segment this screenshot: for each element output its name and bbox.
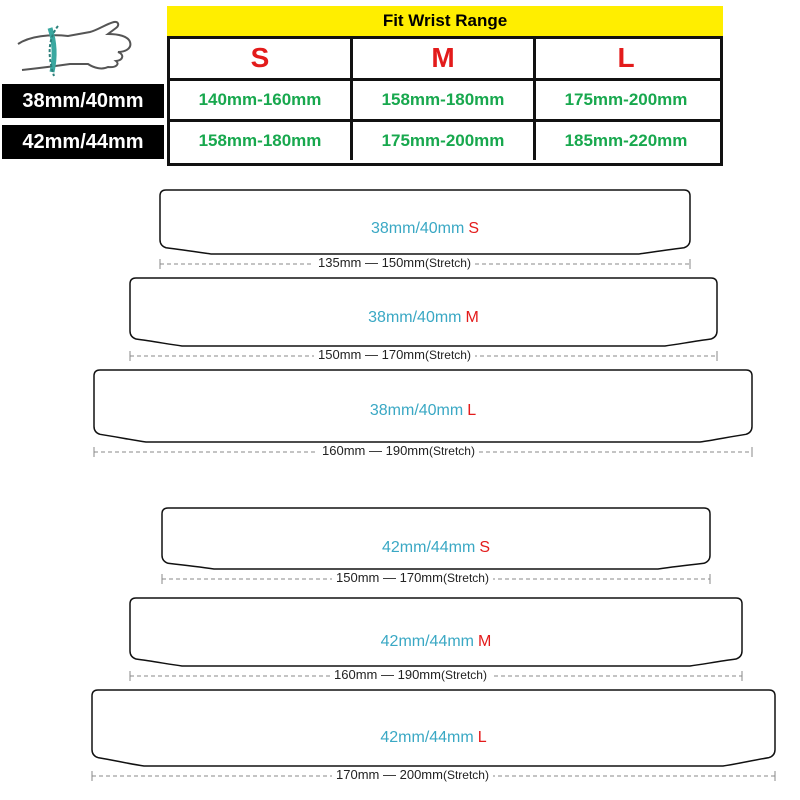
size-header-m: M xyxy=(431,42,455,73)
band-stretch-label: (Stretch) xyxy=(442,768,489,782)
band-length-dash: — xyxy=(368,443,382,458)
band-length-from: 160mm xyxy=(322,443,366,458)
band-length-from: 170mm xyxy=(336,767,380,782)
band-size-text: L xyxy=(467,402,477,419)
band-size-text: S xyxy=(479,539,491,556)
range-cell: 140mm-160mm xyxy=(198,90,322,109)
band-length-to: 150mm xyxy=(381,255,425,270)
size-header-l: L xyxy=(617,42,635,73)
band-size-text: M xyxy=(478,633,492,650)
band-stretch-label: (Stretch) xyxy=(440,668,487,682)
band-length-from: 160mm xyxy=(334,667,378,682)
band-model-text: 42mm/44mm xyxy=(380,633,475,650)
range-cell: 175mm-200mm xyxy=(564,90,688,109)
range-cell: 158mm-180mm xyxy=(198,131,322,150)
band-length-from: 135mm xyxy=(318,255,362,270)
band-length-from: 150mm xyxy=(318,347,362,362)
band-size-text: L xyxy=(477,729,487,746)
range-cell: 185mm-220mm xyxy=(564,131,688,150)
band-length-label xyxy=(332,767,493,782)
band-length-to: 170mm xyxy=(399,570,443,585)
range-cell: 158mm-180mm xyxy=(381,90,505,109)
band-stretch-label: (Stretch) xyxy=(424,348,471,362)
band-size-text: S xyxy=(468,220,480,237)
band-model-text: 38mm/40mm xyxy=(370,220,465,237)
band-model-text: 38mm/40mm xyxy=(368,309,462,326)
band-length-to: 200mm xyxy=(399,767,443,782)
band-size-text: M xyxy=(465,309,479,326)
band-model-text: 42mm/44mm xyxy=(380,729,474,746)
row-label-38-40: 38mm/40mm xyxy=(2,84,164,118)
fit-wrist-range-header: Fit Wrist Range xyxy=(167,6,723,36)
band-model-text: 42mm/44mm xyxy=(381,539,476,556)
range-cell: 175mm-200mm xyxy=(381,131,505,150)
band-length-from: 150mm xyxy=(336,570,380,585)
band-model-text: 38mm/40mm xyxy=(369,402,464,419)
row-label-42-44: 42mm/44mm xyxy=(2,125,164,159)
band-length-dash: — xyxy=(364,255,378,270)
band-length-dash: — xyxy=(382,767,396,782)
size-header-s: S xyxy=(250,42,270,73)
band-outline-path xyxy=(92,690,775,766)
band-stretch-label: (Stretch) xyxy=(424,256,471,270)
band-length-to: 170mm xyxy=(381,347,425,362)
band-length-to: 190mm xyxy=(385,443,429,458)
band-stretch-label: (Stretch) xyxy=(428,444,475,458)
band-length-to: 190mm xyxy=(397,667,441,682)
band-model-label xyxy=(92,729,775,747)
band-stretch-label: (Stretch) xyxy=(442,571,489,585)
band-length-dash: — xyxy=(380,667,394,682)
band-length-dash: — xyxy=(364,347,378,362)
band-length-dash: — xyxy=(382,570,396,585)
